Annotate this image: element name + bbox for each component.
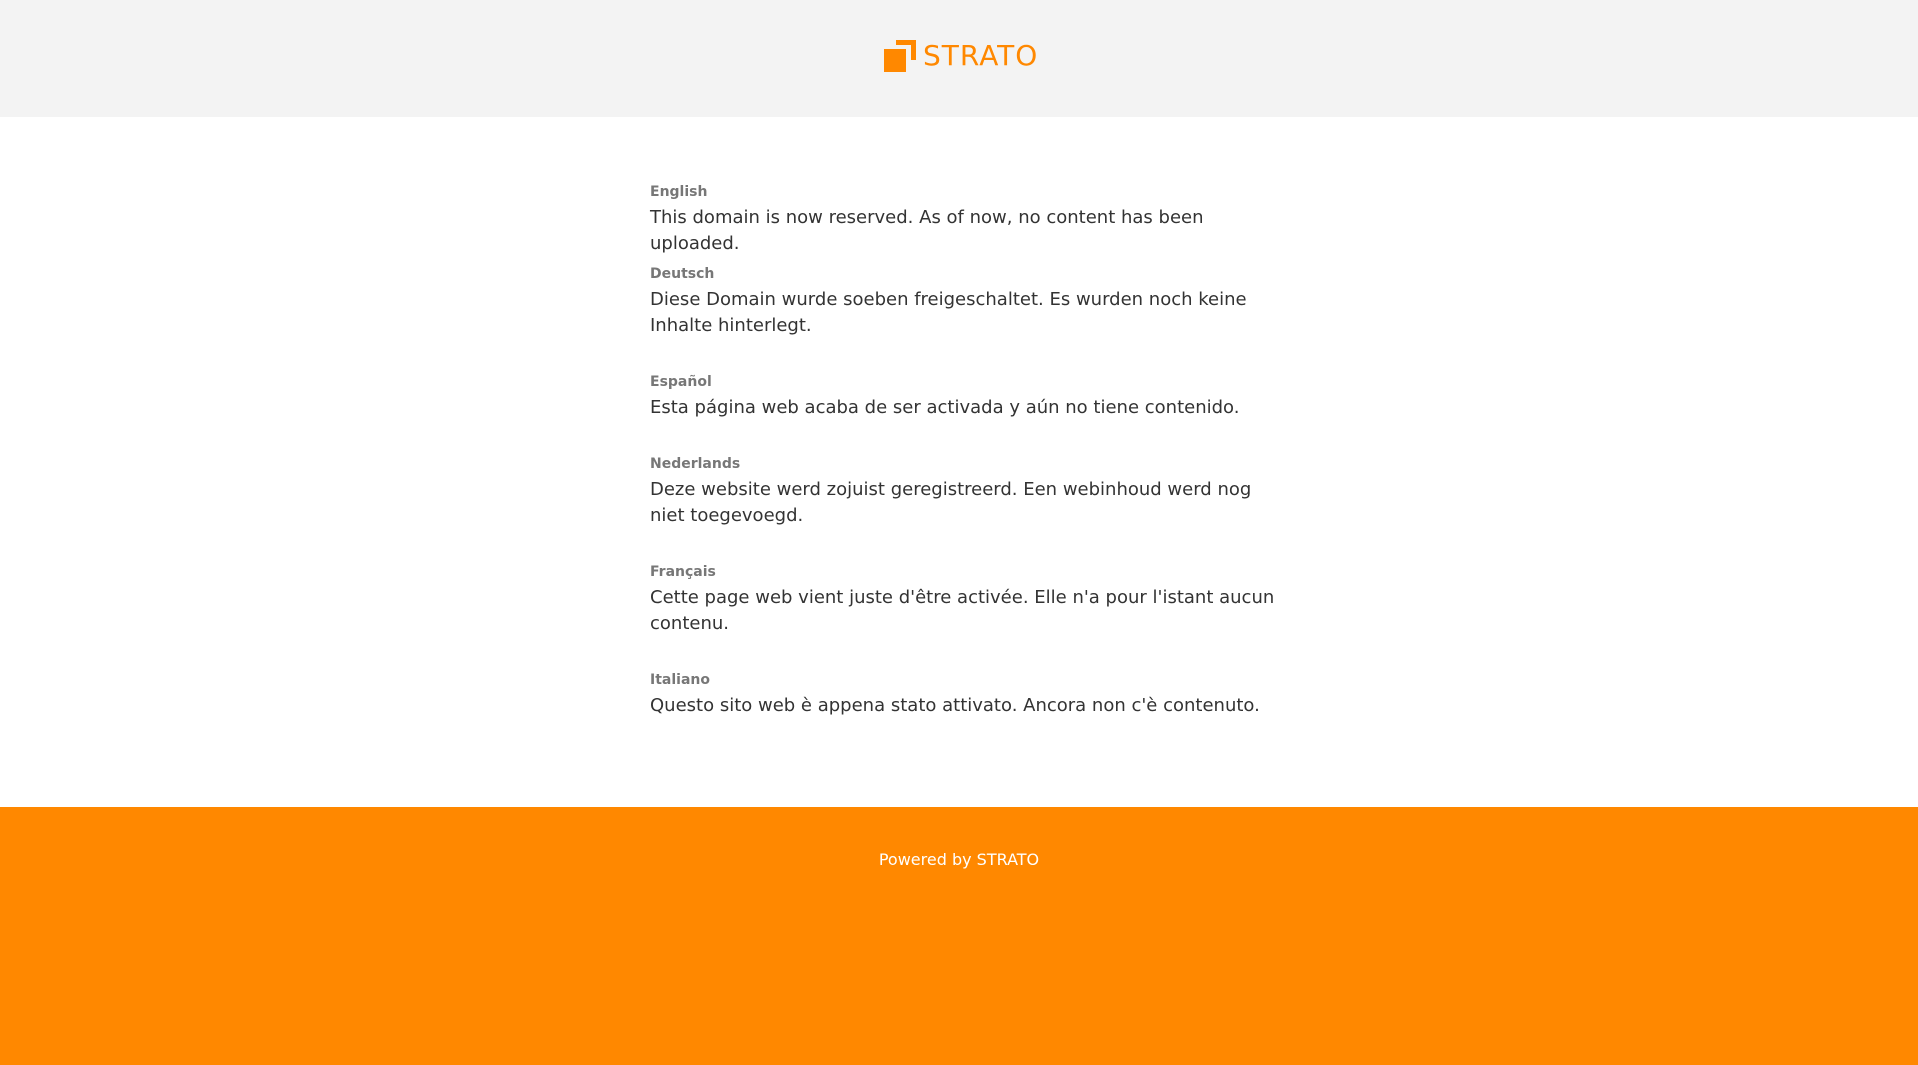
language-label: Italiano xyxy=(650,672,710,688)
language-label: Español xyxy=(650,374,712,390)
language-message: Esta página web acaba de ser activada y aún no tiene contenido. xyxy=(650,397,1240,418)
language-message: This domain is now reserved. As of now, no content has been uploaded. xyxy=(650,207,1204,254)
language-label: English xyxy=(650,184,708,200)
language-label: Français xyxy=(650,564,716,580)
language-section-italiano xyxy=(650,670,1290,719)
language-section-espanol xyxy=(650,372,1290,421)
language-section-francais xyxy=(650,562,1290,637)
language-label: Deutsch xyxy=(650,266,715,282)
language-message: Deze website werd zojuist geregistreerd. Een webinhoud werd nog niet toegevoegd. xyxy=(650,479,1252,526)
language-section-english xyxy=(650,182,1290,257)
language-message: Questo sito web è appena stato attivato. Ancora non c'è contenuto. xyxy=(650,695,1260,716)
strato-logo[interactable] xyxy=(884,40,1038,72)
language-message: Cette page web vient juste d'être activée. Elle n'a pour l'istant aucun contenu. xyxy=(650,587,1275,634)
language-label: Nederlands xyxy=(650,456,741,472)
strato-square-icon xyxy=(884,40,916,72)
language-section-nederlands xyxy=(650,454,1290,529)
page-footer xyxy=(0,807,1918,1065)
language-message: Diese Domain wurde soeben freigeschaltet. Es wurden noch keine Inhalte hinterlegt. xyxy=(650,289,1247,336)
page-header xyxy=(0,0,1918,117)
language-section-deutsch xyxy=(650,264,1290,339)
powered-by-link[interactable]: Powered by STRATO xyxy=(878,850,1040,869)
main-content xyxy=(650,117,1290,807)
logo-text: STRATO xyxy=(923,39,1039,72)
